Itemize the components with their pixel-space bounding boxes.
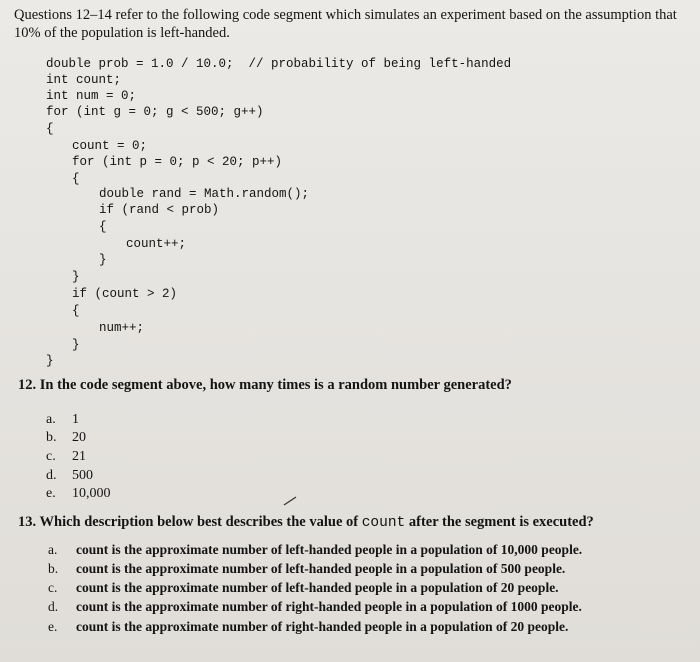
answer-option[interactable]	[48, 619, 568, 635]
answer-option[interactable]	[48, 599, 582, 615]
answer-option[interactable]	[48, 580, 559, 596]
option-letter: e.	[48, 619, 58, 634]
option-text: 10,000	[72, 486, 111, 501]
option-letter: c.	[48, 580, 58, 595]
code-word: count	[361, 515, 406, 531]
question-text: In the code segment above, how many times is a random number generated?	[39, 377, 512, 393]
questions-intro: Questions 12–14 refer to the following code segment which simulates an experiment based on the assumption that 10% of the population is left-handed.	[14, 7, 677, 41]
code-line: int count;	[46, 73, 122, 87]
option-text: 500	[72, 468, 93, 483]
option-letter: a.	[46, 412, 56, 427]
code-line: double rand = Math.random();	[99, 187, 310, 201]
option-code: count	[76, 599, 109, 614]
code-line: {	[72, 304, 80, 318]
option-text: is the approximate number of left-handed people in a population of 20 people.	[111, 580, 559, 595]
code-line: {	[72, 172, 80, 186]
code-line: {	[46, 122, 54, 136]
option-text: 20	[72, 430, 86, 445]
option-text: is the approximate number of left-handed people in a population of 500 people.	[111, 561, 566, 576]
option-text: 21	[72, 449, 86, 464]
option-text: is the approximate number of right-handed people in a population of 20 people.	[111, 619, 569, 634]
question-text: Which description below best describes the value of	[39, 514, 359, 530]
code-line: if (rand < prob)	[99, 203, 220, 217]
option-letter: b.	[48, 561, 59, 576]
answer-option[interactable]	[46, 449, 86, 465]
code-line: }	[72, 338, 80, 352]
answer-option[interactable]	[46, 412, 79, 428]
code-line: }	[99, 253, 107, 267]
answer-option[interactable]	[46, 430, 86, 446]
question-text: after the segment is executed?	[408, 514, 594, 530]
code-line: count = 0;	[72, 139, 148, 153]
code-line: }	[72, 270, 80, 284]
code-line: }	[46, 354, 54, 368]
code-line: int num = 0;	[46, 89, 137, 103]
option-text: 1	[72, 412, 79, 427]
code-line: double prob = 1.0 / 10.0; // probability of being left-handed	[46, 57, 512, 71]
option-code: count	[76, 561, 109, 576]
option-letter: d.	[48, 599, 59, 614]
option-code: count	[76, 619, 109, 634]
option-text: is the approximate number of right-handed people in a population of 1000 people.	[111, 599, 582, 614]
option-code: count	[76, 542, 109, 557]
question-13	[18, 514, 594, 531]
pen-mark-icon	[282, 495, 298, 507]
question-12	[18, 377, 512, 394]
code-line: if (count > 2)	[72, 287, 178, 301]
answer-option[interactable]	[46, 486, 111, 502]
option-letter: e.	[46, 486, 56, 501]
option-letter: b.	[46, 430, 57, 445]
question-number: 12.	[18, 377, 37, 393]
option-text: is the approximate number of left-handed people in a population of 10,000 people.	[111, 542, 583, 557]
code-line: num++;	[99, 321, 145, 335]
question-number: 13.	[18, 514, 37, 530]
option-letter: a.	[48, 542, 58, 557]
code-line: {	[99, 220, 107, 234]
answer-option[interactable]	[48, 561, 565, 577]
code-line: for (int p = 0; p < 20; p++)	[72, 155, 283, 169]
answer-option[interactable]	[48, 542, 582, 558]
option-letter: d.	[46, 468, 57, 483]
option-code: count	[76, 580, 109, 595]
option-letter: c.	[46, 449, 56, 464]
answer-option[interactable]	[46, 468, 93, 484]
code-line: for (int g = 0; g < 500; g++)	[46, 105, 264, 119]
code-line: count++;	[126, 237, 187, 251]
